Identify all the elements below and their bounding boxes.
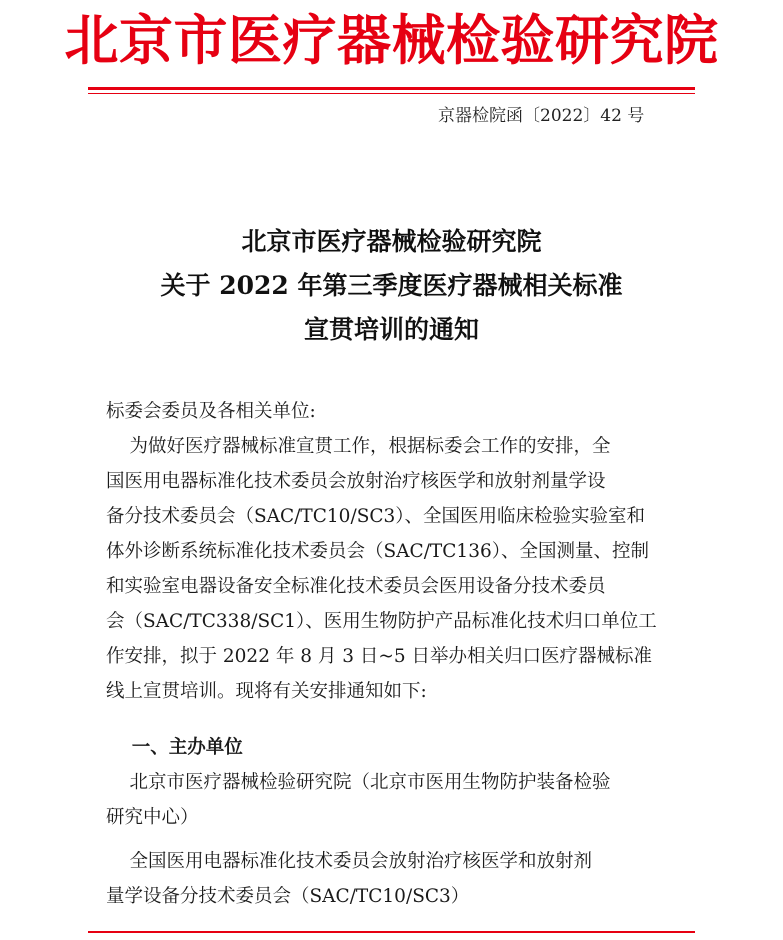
title-line-1: 北京市医疗器械检验研究院 [241, 227, 542, 256]
body-line: 量学设备分技术委员会（SAC/TC10/SC3） [106, 886, 470, 907]
body-line: 全国医用电器标准化技术委员会放射治疗核医学和放射剂 [106, 851, 593, 872]
document-number: 京器检院函〔2022〕42 号 [438, 106, 645, 126]
body-line: 为做好医疗器械标准宣贯工作，根据标委会工作的安排，全 [106, 436, 611, 457]
body-line: 作安排，拟于 2022 年 8 月 3 日~5 日举办相关归口医疗器械标准 [106, 646, 653, 667]
body-line: 北京市医疗器械检验研究院（北京市医用生物防护装备检验 [106, 772, 611, 793]
title-line-2: 关于 2022 年第三季度医疗器械相关标准 [160, 271, 623, 300]
body-line: 会（SAC/TC338/SC1）、医用生物防护产品标准化技术归口单位工 [106, 611, 657, 632]
salutation: 标委会委员及各相关单位: [106, 401, 316, 422]
body-line: 研究中心） [106, 807, 199, 828]
body-line: 备分技术委员会（SAC/TC10/SC3）、全国医用临床检验实验室和 [106, 506, 646, 527]
body-line: 体外诊断系统标准化技术委员会（SAC/TC136）、全国测量、控制 [106, 541, 649, 562]
header-red-rule-thin [88, 93, 695, 94]
body-line: 和实验室电器设备安全标准化技术委员会医用设备分技术委员 [106, 576, 606, 597]
body-line: 线上宣贯培训。现将有关安排通知如下: [106, 681, 427, 702]
title-line-3: 宣贯培训的通知 [303, 315, 479, 344]
body-line: 国医用电器标准化技术委员会放射治疗核医学和放射剂量学设 [106, 471, 606, 492]
footer-red-rule [88, 931, 695, 933]
header-red-rule [88, 87, 695, 90]
masthead-institution: 北京市医疗器械检验研究院 [64, 9, 719, 72]
section-heading-organizer: 一、主办单位 [106, 737, 243, 758]
